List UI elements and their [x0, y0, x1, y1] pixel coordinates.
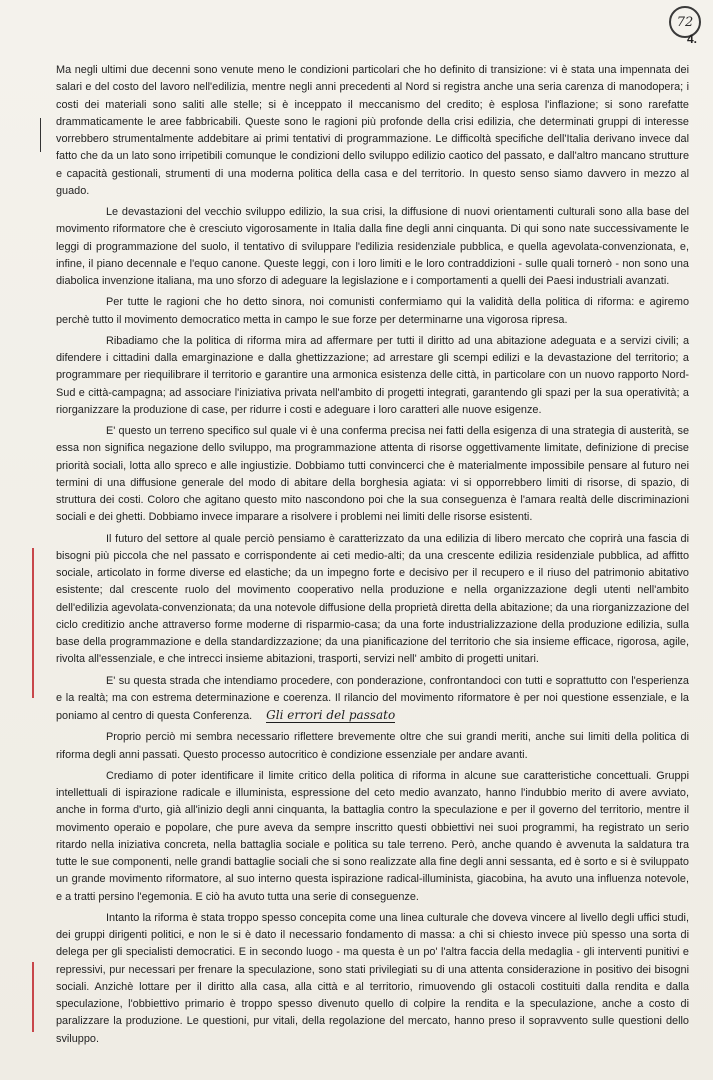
- paragraph-6: Il futuro del settore al quale perciò pensiamo è caratterizzato da una edilizia di libero mercato che coprirà una fascia di bisogni più piccola che nel passato e corrispondente ai ceti medio-alti; da una crescente edilizia residenziale pubblica, ad affitto sociale, articolato in forme diverse ed elastiche; da un impegno forte e decisivo per il recupero e il riuso del patrimonio abitativo esistente; dal crescente ruolo del movimento cooperativo nella produzione e nella organizzazione degli utenti nell'ambito dell'edilizia agevolata-convenzionata; da una notevole diffusione della proprietà diretta della abitazione; da una riorganizzazione del ciclo creditizio anche attraverso forme moderne di risparmio-casa; da una forte industrializzazione della produzione edilizia, sulla base della programmazione e della standardizzazione; da una pianificazione del territorio che sia insieme efficace, rigorosa, agile, rivolta all'essenziale, e che intrecci insieme abitazioni, trasporti, servizi nell' ambito di progetti unitari.: [56, 532, 689, 666]
- paragraph-7: [56, 673, 689, 726]
- paragraph-7-text: E' su questa strada che intendiamo procedere, con ponderazione, confrontandoci con tutti e soprattutto con l'esperienza e la realtà; ma con estrema determinazione e coerenza. Il rilancio del movimento riformatore è per noi questione essenziale, e la poniamo al centro di questa Conferenza.: [56, 674, 689, 722]
- paragraph-2: Le devastazioni del vecchio sviluppo edilizio, la sua crisi, la diffusione di nuovi orientamenti culturali sono alla base del movimento riformatore che è cresciuto vigorosamente in Italia dalla fine degli anni cinquanta. Di qui sono nate successivamente le leggi di programmazione del suolo, il tentativo di sviluppare l'edilizia residenziale pubblica, e quella agevolata-convenzionata, e, infine, il piano decennale e l'equo canone. Queste leggi, con i loro limiti e le loro contraddizioni - sulle quali tornerò - non sono una diabolica invenzione italiana, ma uno sforzo di adeguare la legislazione e i comportamenti a quelli dei Paesi industriali avanzati.: [56, 206, 689, 287]
- paragraph-1: Ma negli ultimi due decenni sono venute meno le condizioni particolari che ho definito di transizione: vi è stata una impennata dei salari e del costo del lavoro nell'edilizia, mentre negli anni precedenti al Nord si registra anche una seria carenza di manodopera; i costi dei materiali sono saliti alle stelle; si è inceppato il meccanismo del credito; è esplosa l'inflazione; si sono rarefatte drammaticamente le aree fabbricabili. Queste sono le ragioni più profonde della crisi edilizia, che determinati gruppi di interesse vorrebbero strumentalmente addebitare ai primi tentativi di programmazione. Le difficoltà specifiche dell'Italia derivano invece dal fatto che da un lato sono irripetibili comunque le condizioni dello sviluppo edilizio caotico del passato, e dall'altro mancano strutture e capacità gestionali, strumenti di una moderna politica della casa e del territorio. In questo senso siamo davvero in mezzo al guado.: [56, 64, 689, 197]
- margin-bracket-top: [40, 118, 41, 152]
- document-body: [56, 62, 689, 1048]
- page-stamp: 72: [669, 6, 701, 38]
- paragraph-9: Crediamo di poter identificare il limite critico della politica di riforma in alcune sue caratteristiche concettuali. Gruppi intellettuali di ispirazione radicale e illuminista, espressione del ceto medio avanzato, hanno l'indubbio merito di avere avviato, anche in forma d'urto, già all'inizio degli anni cinquanta, la battaglia contro la speculazione e per il governo del territorio, mentre il movimento operaio e popolare, che pure aveva da sempre inscritto questi obbiettivi nei suoi programmi, ha registrato un serio ritardo nella iniziativa concreta, nella battaglia sociale e politica su tale terreno. Però, anche quando è avvenuta la saldatura tra tutte le sue componenti, nelle grandi battaglie sociali che si sono realizzate alla fine degli anni sessanta, ed è sorto e si è sviluppato un grande movimento riformatore, al suo interno questa ispirazione radical-illuminista, giacobina, ha avuto una influenza notevole, e a tratti persino l'egemonia. E ciò ha avuto tutta una serie di conseguenze.: [56, 769, 689, 903]
- paragraph-4: Ribadiamo che la politica di riforma mira ad affermare per tutti il diritto ad una abitazione adeguata e a servizi civili; a difendere i cittadini dalla emarginazione e dalla ghettizzazione; ad arrestare gli scempi edilizi e la devastazione del territorio; a programmare per riequilibrare il territorio e garantire una armonica esistenza delle città, in particolare con un nuovo rapporto Nord-Sud e città-campagna; ad associare l'iniziativa privata nell'ambito di progetti integrati, garantendo gli spazi per la sua operatività; a riorganizzare la produzione di case, per ridurre i costi e adeguare i loro caratteri alle nuove esigenze.: [56, 334, 689, 416]
- margin-mark-bottom: [32, 962, 34, 1032]
- paragraph-3: Per tutte le ragioni che ho detto sinora, noi comunisti confermiamo qui la validità della politica di riforma: e agiremo perchè tutto il movimento democratico metta in campo le sue forze per determinarne una vigorosa ripresa.: [56, 296, 689, 326]
- margin-mark-middle: [32, 548, 34, 698]
- paragraph-10: Intanto la riforma è stata troppo spesso concepita come una linea culturale che doveva vincere al livello degli uffici studi, dei gruppi dirigenti politici, e non le si è dato il necessario fondamento di massa: a chi si chiesto invece più spesso una sorta di delega per gli specialisti democratici. E in secondo luogo - ma questa è un po' l'altra faccia della medaglia - gli interventi punitivi e repressivi, pur necessari per frenare la speculazione, sono stati privilegiati su di una attenta considerazione in positivo dei bisogni sociali. Anzichè lottare per il diritto alla casa, alla città e al territorio, rimuovendo gli ostacoli costituiti dalla rendita e dalla speculazione, l'obbiettivo primario è troppo spesso divenuto quello di colpire la rendita e la speculazione, anche a costo di paralizzare la produzione. Le questioni, pur vitali, della regolazione del mercato, hanno preso il sopravvento sulle questioni dello sviluppo.: [56, 911, 689, 1045]
- paragraph-8: Proprio perciò mi sembra necessario riflettere brevemente oltre che sui grandi meriti, anche sui limiti della politica di riforma degli anni passati. Questo processo autocritico è condizione essenziale per andare avanti.: [56, 731, 689, 761]
- handwritten-note: Gli errori del passato: [266, 708, 396, 722]
- page-number: 4.: [686, 32, 697, 46]
- paragraph-5: E' questo un terreno specifico sul quale vi è una conferma precisa nei fatti della esigenza di una strategia di austerità, se essa non significa negazione dello sviluppo, ma programmazione attenta di risorse oggettivamente limitate, definizione di precise priorità sociali, lotta allo spreco e alle ingiustizie. Dobbiamo tutti convincerci che è materialmente impossibile pensare al futuro nei termini di una diffusione generale del modo di abitare della borghesia agiata: vi si opporrebbero limiti di risorse, di spazio, di struttura dei costi. Coloro che agitano questo mito nascondono poi che la sua conseguenza è l'amara realtà delle discriminazioni sociali e dei ghetti. Dobbiamo invece imparare a risolvere i problemi nei limiti delle risorse esistenti.: [56, 425, 689, 524]
